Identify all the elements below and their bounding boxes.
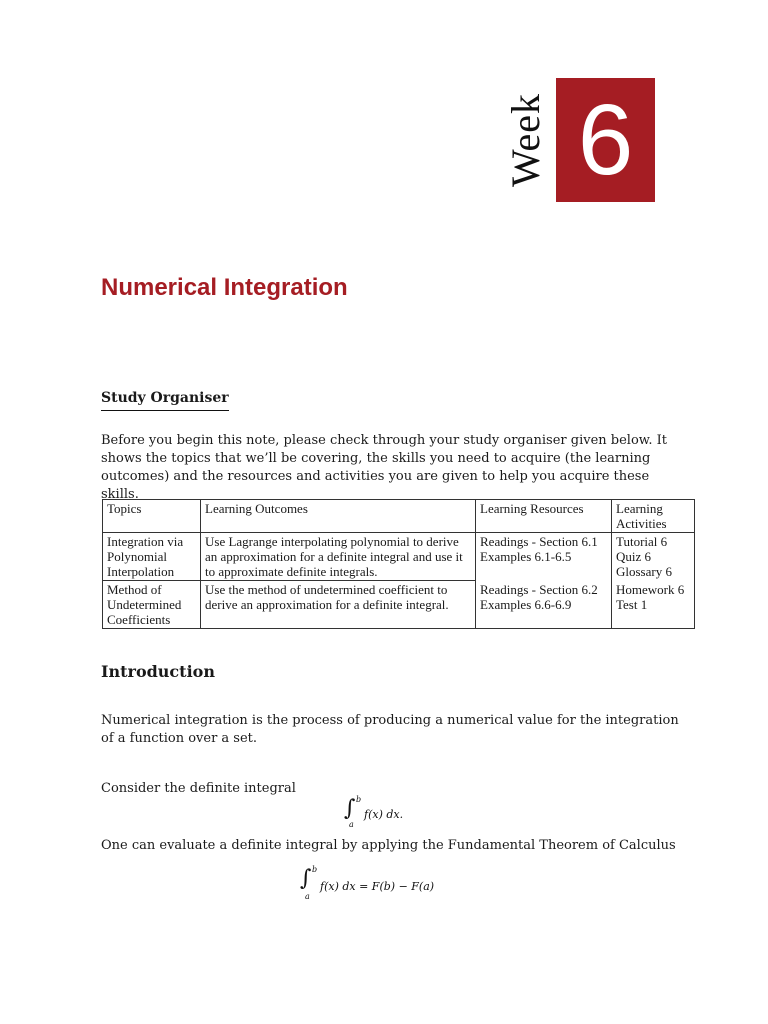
- table-row: [103, 533, 695, 581]
- table-row: [103, 581, 695, 629]
- introduction-heading: Introduction: [101, 662, 215, 681]
- table-header-row: [103, 500, 695, 533]
- week-number-badge: 6: [556, 78, 655, 202]
- ftc-text: One can evaluate a definite integral by applying the Fundamental Theorem of Calculus: [101, 838, 676, 853]
- table-cell: Use Lagrange interpolating polynomial to derive an approximation for a definite integral and use it to approximate definite integrals.: [201, 533, 476, 581]
- ftc-equation: [300, 866, 470, 906]
- integral-sign-icon: ∫: [344, 796, 356, 821]
- lower-limit: a: [349, 820, 354, 829]
- study-organiser-table: [102, 499, 695, 629]
- week-label: [504, 78, 548, 202]
- table-cell: Use the method of undetermined coefficient to derive an approximation for a definite integral.: [201, 581, 476, 629]
- table-cell: Readings - Section 6.2 Examples 6.6-6.9: [476, 581, 612, 629]
- table-cell: Readings - Section 6.1 Examples 6.1-6.5: [476, 533, 612, 581]
- upper-limit: b: [312, 865, 318, 874]
- integrand: f(x) dx.: [364, 808, 404, 821]
- lower-limit: a: [305, 892, 310, 901]
- column-header-resources: Learning Resources: [476, 500, 612, 533]
- page-title: Numerical Integration: [101, 274, 348, 301]
- table-cell: Tutorial 6 Quiz 6 Glossary 6: [612, 533, 695, 581]
- integral-sign-icon: ∫: [300, 866, 312, 891]
- study-organiser-heading: Study Organiser: [101, 390, 229, 411]
- column-header-activities: Learning Activities: [612, 500, 695, 533]
- definite-integral-equation: [344, 796, 404, 836]
- upper-limit: b: [356, 795, 362, 804]
- table-cell: Method of Undetermined Coefficients: [103, 581, 201, 629]
- table-cell: Integration via Polynomial Interpolation: [103, 533, 201, 581]
- ftc-expression: f(x) dx = F(b) − F(a): [320, 880, 435, 893]
- definite-integral-text: Consider the definite integral: [101, 781, 296, 796]
- week-word: Week: [503, 92, 548, 188]
- study-organiser-intro: Before you begin this note, please check through your study organiser given below. It shows the topics that we’ll be covering, the skills you need to acquire (the learning outcomes) and the resources and activities you are given to help you acquire these skills.: [101, 433, 667, 502]
- table-cell: Homework 6 Test 1: [612, 581, 695, 629]
- column-header-outcomes: Learning Outcomes: [201, 500, 476, 533]
- column-header-topics: Topics: [103, 500, 201, 533]
- introduction-paragraph: Numerical integration is the process of producing a numerical value for the integration of a function over a set.: [101, 713, 679, 746]
